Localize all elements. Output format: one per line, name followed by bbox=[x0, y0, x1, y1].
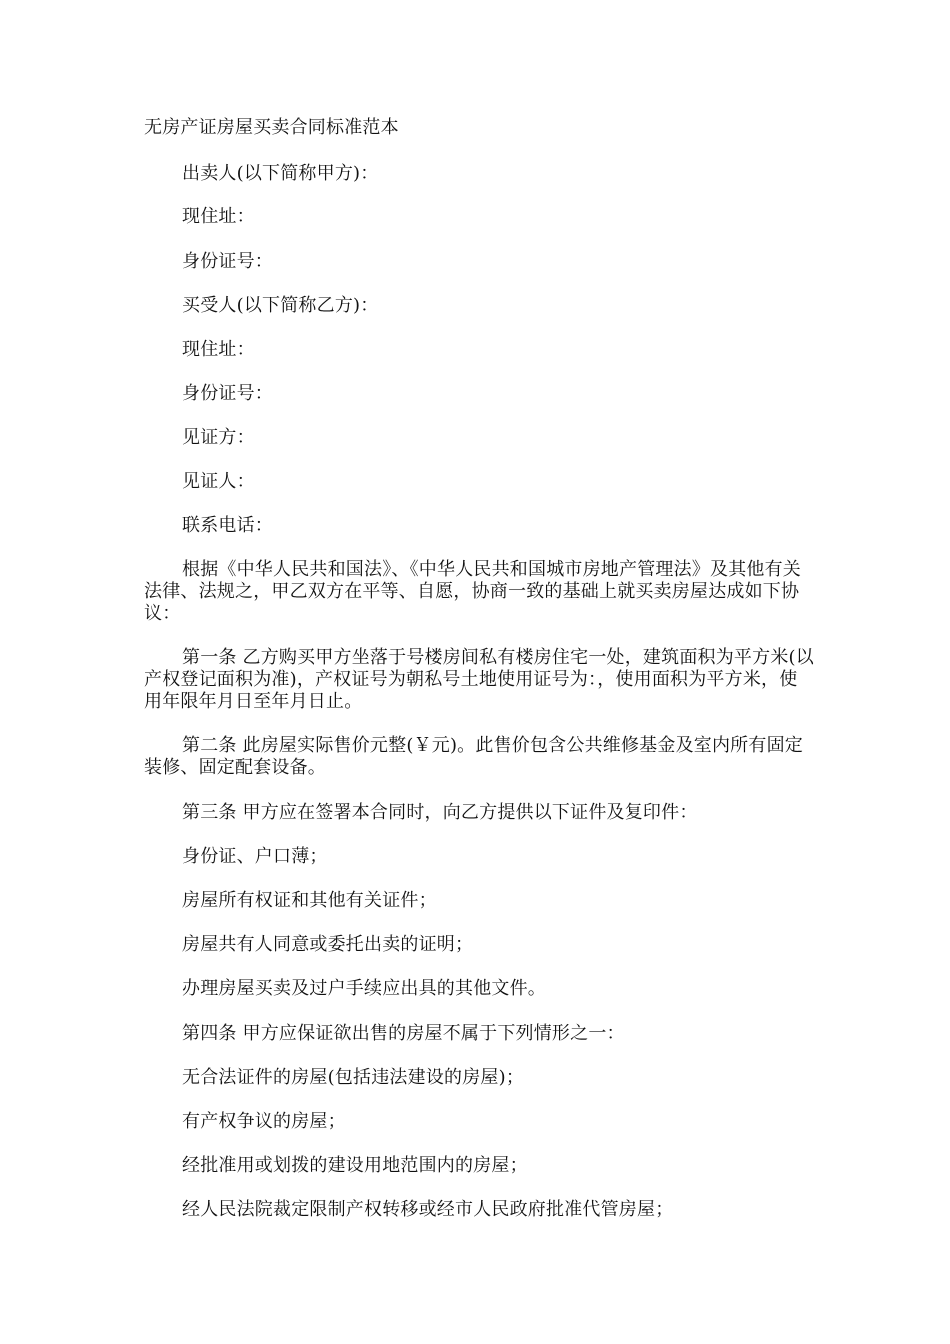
article-2-paragraph: 第二条 此房屋实际售价元整(￥元)。此售价包含公共维修基金及室内所有固定装修、固定配套设备。 bbox=[144, 735, 803, 778]
article-4-item: 经批准用或划拨的建设用地范围内的房屋； bbox=[182, 1155, 528, 1176]
contact-phone-label: 联系电话： bbox=[182, 515, 273, 536]
article-4-item: 有产权争议的房屋； bbox=[182, 1111, 346, 1132]
article-4-heading: 第四条 甲方应保证欲出售的房屋不属于下列情形之一： bbox=[182, 1023, 625, 1044]
article-3-item: 办理房屋买卖及过户手续应出具的其他文件。 bbox=[182, 978, 546, 999]
buyer-label: 买受人(以下简称乙方)： bbox=[182, 295, 379, 316]
article-4-item: 经人民法院裁定限制产权转移或经市人民政府批准代管房屋； bbox=[182, 1199, 674, 1220]
seller-label: 出卖人(以下简称甲方)： bbox=[182, 163, 379, 184]
article-3-heading: 第三条 甲方应在签署本合同时，向乙方提供以下证件及复印件： bbox=[182, 802, 698, 823]
seller-id-label: 身份证号： bbox=[182, 251, 273, 272]
buyer-address-label: 现住址： bbox=[182, 339, 255, 360]
article-3-item: 房屋共有人同意或委托出卖的证明； bbox=[182, 934, 474, 955]
buyer-id-label: 身份证号： bbox=[182, 383, 273, 404]
preamble-paragraph: 根据《中华人民共和国法》、《中华人民共和国城市房地产管理法》及其他有关法律、法规之，甲乙双方在平等、自愿，协商一致的基础上就买卖房屋达成如下协议： bbox=[144, 559, 801, 624]
article-1-paragraph: 第一条 乙方购买甲方坐落于号楼房间私有楼房住宅一处，建筑面积为平方米(以产权登记面积为准)，产权证号为朝私号土地使用证号为：，使用面积为平方米，使用年限年月日至年月日止。 bbox=[144, 647, 814, 712]
seller-address-label: 现住址： bbox=[182, 206, 255, 227]
witness-person-label: 见证人： bbox=[182, 471, 255, 492]
article-3-item: 房屋所有权证和其他有关证件； bbox=[182, 890, 437, 911]
document-title: 无房产证房屋买卖合同标准范本 bbox=[144, 117, 399, 138]
article-4-item: 无合法证件的房屋(包括违法建设的房屋)； bbox=[182, 1067, 525, 1088]
witness-party-label: 见证方： bbox=[182, 427, 255, 448]
article-3-item: 身份证、户口薄； bbox=[182, 846, 328, 867]
